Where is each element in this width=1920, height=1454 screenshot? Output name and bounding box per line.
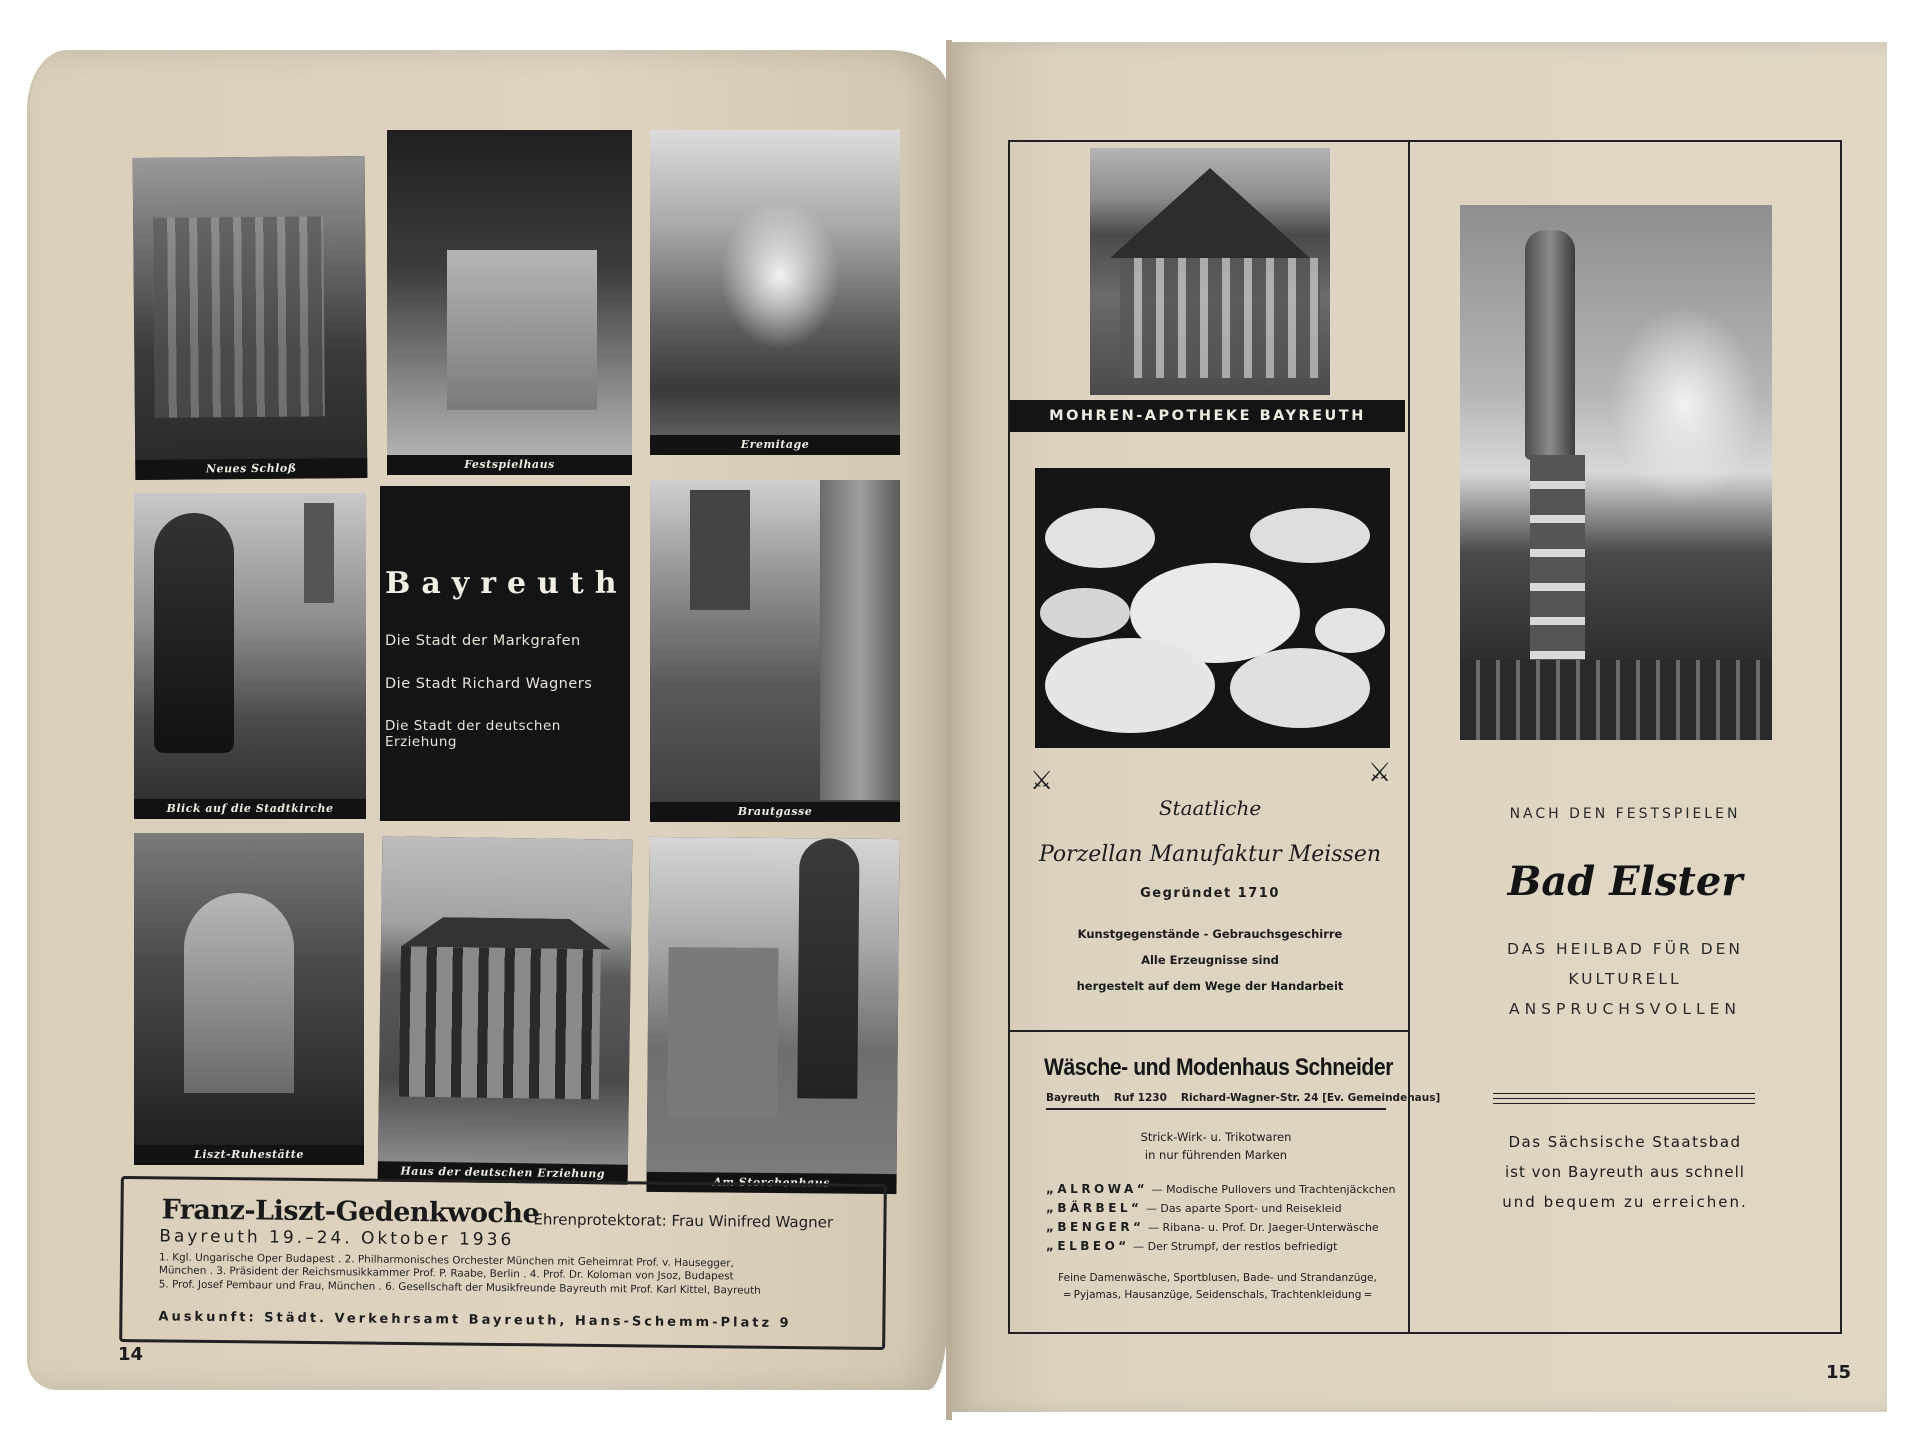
liszt-gedenkwoche-ad — [119, 1176, 887, 1350]
meissen-line-2: Porzellan Manufaktur Meissen — [1038, 842, 1382, 867]
meissen-desc-1: Kunstgegenstände - Gebrauchsgeschirre — [1077, 927, 1343, 941]
elster-rule — [1493, 1098, 1755, 1099]
apotheke-banner: MOHREN-APOTHEKE BAYREUTH — [1010, 400, 1405, 432]
photo-caption: Festspielhaus — [387, 455, 632, 475]
brand-name: „ALROWA“ — [1046, 1182, 1149, 1196]
photo-caption: Neues Schloß — [135, 458, 367, 480]
photo-festspielhaus — [387, 130, 632, 475]
schneider-footer-1: Feine Damenwäsche, Sportblusen, Bade- und Strandanzüge, — [1058, 1272, 1377, 1284]
ad-patron: Ehrenprotektorat: Frau Winifred Wagner — [533, 1210, 834, 1232]
schneider-footer-2: ═ Pyjamas, Hausanzüge, Seidenschals, Trachtenkleidung ═ — [1063, 1289, 1372, 1301]
schneider-intro-2: in nur führenden Marken — [1144, 1148, 1288, 1162]
page-number-right: 15 — [1826, 1362, 1852, 1383]
photo-haus-der-deutschen-erziehung — [378, 836, 633, 1184]
ad-title: Franz-Liszt-Gedenkwoche — [161, 1194, 540, 1230]
schneider-address — [1046, 1092, 1441, 1104]
photo-neues-schloss — [133, 156, 368, 480]
brand-desc: — Das aparte Sport- und Reisekleid — [1145, 1202, 1342, 1215]
photo-bad-elster-statue — [1460, 205, 1772, 740]
photo-am-storchenhaus — [646, 837, 899, 1194]
meissen-line-1: Staatliche — [1158, 796, 1262, 820]
brand-row — [1046, 1182, 1396, 1196]
bayreuth-tagline-1: Die Stadt der Markgrafen — [385, 633, 581, 649]
photo-meissen-porcelain — [1035, 468, 1390, 748]
meissen-founded: Gegründet 1710 — [1140, 886, 1280, 901]
brand-row — [1046, 1201, 1342, 1215]
bayreuth-tagline-3: Die Stadt der deutschen Erziehung — [385, 718, 561, 750]
photo-eremitage — [650, 130, 900, 455]
photo-caption: Liszt-Ruhestätte — [134, 1145, 364, 1165]
elster-rule — [1493, 1093, 1755, 1094]
photo-caption: Blick auf die Stadtkirche — [134, 799, 366, 819]
meissen-desc-3: hergestelt auf dem Wege der Handarbeit — [1076, 979, 1344, 993]
schneider-phone: Ruf 1230 — [1113, 1092, 1167, 1104]
elster-tagline-1: DAS HEILBAD FÜR DEN — [1506, 940, 1744, 958]
meissen-desc-2: Alle Erzeugnisse sind — [1141, 953, 1279, 967]
program-line: München . 3. Präsident der Reichsmusikkammer Prof. P. Raabe, Berlin . 4. Prof. Dr. Koloman von Jsoz, Budapest — [158, 1264, 734, 1283]
photo-caption: Brautgasse — [650, 802, 900, 822]
program-line: 5. Prof. Josef Pembaur und Frau, München . 6. Gesellschaft der Musikfreunde Bayreuth mit Prof. Karl Kittel, Bayreuth — [158, 1278, 761, 1297]
brand-desc: — Modische Pullovers und Trachtenjäckchen — [1151, 1183, 1396, 1196]
column-divider — [1408, 140, 1410, 1332]
page-number-left: 14 — [118, 1344, 144, 1365]
brand-name: „BÄRBEL“ — [1046, 1201, 1143, 1215]
bayreuth-tagline-2: Die Stadt Richard Wagners — [385, 676, 593, 692]
elster-pre: NACH DEN FESTSPIELEN — [1509, 806, 1741, 822]
photo-caption: Haus der deutschen Erziehung — [378, 1161, 628, 1184]
elster-tagline-3: ANSPRUCHSVOLLEN — [1508, 1000, 1741, 1018]
brand-desc: — Ribana- u. Prof. Dr. Jaeger-Unterwäsche — [1147, 1221, 1379, 1234]
schneider-rule — [1046, 1108, 1386, 1110]
elster-info-3: und bequem zu erreichen. — [1502, 1193, 1748, 1211]
elster-rule — [1493, 1103, 1755, 1104]
schneider-intro-1: Strick-Wirk- u. Trikotwaren — [1140, 1130, 1292, 1144]
photo-caption: Am Storchenhaus — [646, 1172, 896, 1194]
brand-name: „BENGER“ — [1046, 1220, 1145, 1234]
elster-title: Bad Elster — [1507, 858, 1743, 905]
elster-tagline-2: KULTURELL — [1568, 970, 1682, 988]
section-divider — [1010, 1030, 1410, 1032]
ad-program — [159, 1251, 849, 1298]
schneider-city: Bayreuth — [1046, 1092, 1100, 1104]
ad-date: Bayreuth 19.–24. Oktober 1936 — [159, 1226, 515, 1251]
program-line: 1. Kgl. Ungarische Oper Budapest . 2. Philharmonisches Orchester München mit Geheimrat Prof. v. Hausegger, — [158, 1251, 734, 1270]
brand-name: „ELBEO“ — [1046, 1239, 1130, 1253]
bayreuth-title-panel — [380, 486, 630, 821]
elster-info-1: Das Sächsische Staatsbad — [1508, 1133, 1742, 1151]
brand-desc: — Der Strumpf, der restlos befriedigt — [1133, 1240, 1338, 1253]
photo-liszt-ruhestaette — [134, 833, 364, 1165]
meissen-swords-icon: ⚔ — [1030, 766, 1054, 796]
elster-info-2: ist von Bayreuth aus schnell — [1505, 1163, 1745, 1181]
bayreuth-title: Bayreuth — [385, 566, 628, 601]
photo-stadtkirche — [134, 493, 366, 819]
schneider-street: Richard-Wagner-Str. 24 [Ev. Gemeindehaus] — [1180, 1092, 1441, 1104]
brand-row — [1046, 1239, 1337, 1253]
schneider-title: Wäsche- und Modenhaus Schneider — [1044, 1054, 1393, 1081]
brand-row — [1046, 1220, 1379, 1234]
meissen-swords-icon: ⚔ — [1368, 758, 1392, 788]
photo-caption: Eremitage — [650, 435, 900, 455]
photo-mohren-apotheke — [1090, 148, 1330, 395]
ad-contact: Auskunft: Städt. Verkehrsamt Bayreuth, Hans-Schemm-Platz 9 — [158, 1309, 792, 1332]
photo-brautgasse — [650, 480, 900, 822]
